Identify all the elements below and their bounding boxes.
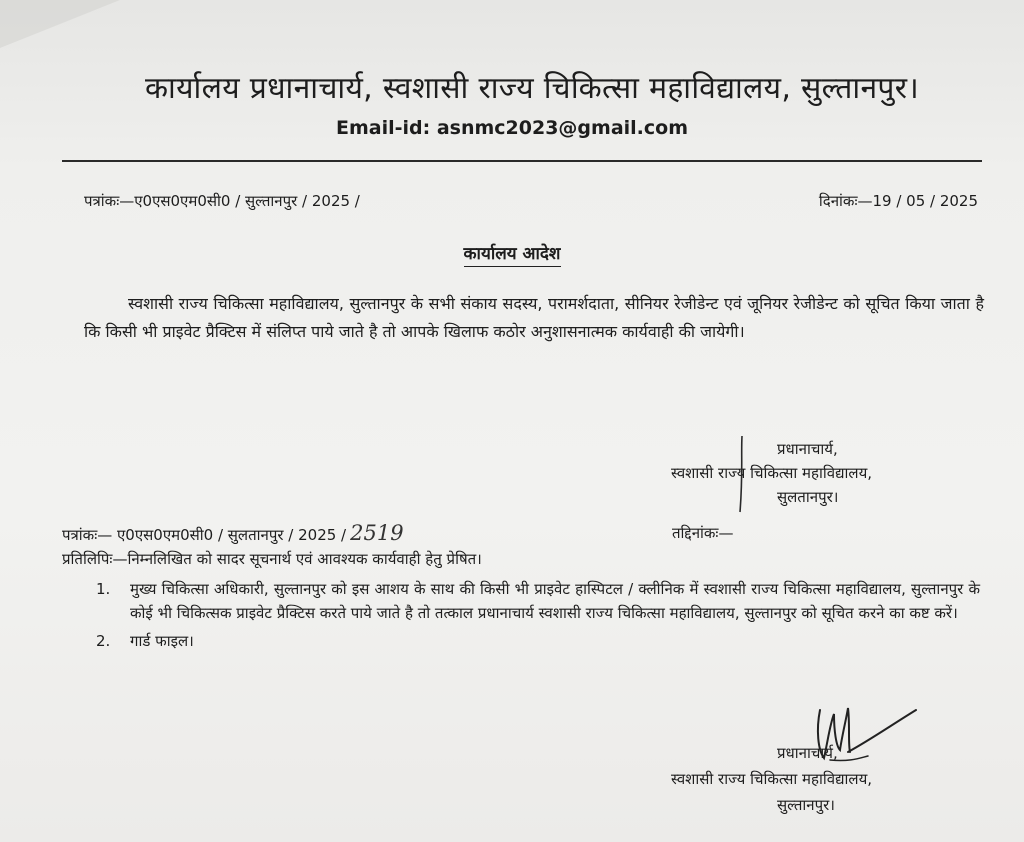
list-item (96, 629, 980, 653)
list-item-text: गार्ड फाइल। (130, 632, 194, 650)
copy-letter-number (62, 521, 404, 545)
tad-date: तद्दिनांकः— (672, 524, 734, 542)
signatory-title: प्रधानाचार्य, (777, 744, 838, 762)
pen-stroke-mark (733, 434, 749, 514)
letter-date: दिनांकः—19 / 05 / 2025 (818, 192, 978, 210)
handwritten-signature (790, 700, 930, 770)
order-heading (0, 241, 1024, 264)
list-item-number: 1. (96, 580, 111, 598)
signatory-institution: स्वशासी राज्य चिकित्सा महाविद्यालय, (671, 770, 873, 788)
office-title: कार्यालय प्रधानाचार्य, स्वशासी राज्य चिकित्सा महाविद्यालय, सुल्तानपुर। (144, 71, 920, 106)
letter-number: पत्रांकः—ए0एस0एम0सी0 / सुल्तानपुर / 2025 / (84, 192, 360, 210)
signatory-city: सुल्तानपुर। (777, 796, 835, 814)
paper-fold-shadow (0, 0, 120, 48)
handwritten-dispatch-number: 2519 (350, 521, 404, 545)
header-divider (62, 160, 982, 162)
list-item (96, 577, 980, 625)
order-body: स्वशासी राज्य चिकित्सा महाविद्यालय, सुल्तानपुर के सभी संकाय सदस्य, परामर्शदाता, सीनियर रेजीडेन्ट एवं जूनियर रेजीडेन्ट को सूचित किया जाता है कि किसी भी प्राइवेट प्रैक्टिस में संलिप्त पाये जाते है तो आपके खिलाफ कठोर अनुशासनात्मक कार्यवाही की जायेगी। (84, 294, 984, 341)
signatory-title: प्रधानाचार्य, (777, 440, 838, 458)
copy-to-line: प्रतिलिपिः—निम्नलिखित को सादर सूचनार्थ एवं आवश्यक कार्यवाही हेतु प्रेषित। (62, 550, 482, 568)
signatory-city: सुलतानपुर। (777, 488, 839, 506)
signature-block-1 (671, 437, 991, 509)
signatory-institution: स्वशासी राज्य चिकित्सा महाविद्यालय, (671, 464, 873, 482)
list-item-text: मुख्य चिकित्सा अधिकारी, सुल्तानपुर को इस आशय के साथ की किसी भी प्राइवेट हास्पिटल / क्लीनिक में स्वशासी राज्य चिकित्सा महाविद्यालय, सुल्तानपुर के कोई भी चिकित्सक प्राइवेट प्रैक्टिस करते पाये जाते है तो तत्काल प्रधानाचार्य स्वशासी राज्य चिकित्सा महाविद्यालय, सुल्तानपुर को सूचित करने का कष्ट करें। (130, 580, 980, 622)
copy-letter-number-text: पत्रांकः— ए0एस0एम0सी0 / सुलतानपुर / 2025 / (62, 526, 347, 544)
copy-list (96, 577, 980, 657)
office-email: Email-id: asnmc2023@gmail.com (335, 117, 688, 139)
list-item-number: 2. (96, 632, 111, 650)
order-heading-text: कार्यालय आदेश (464, 244, 561, 267)
